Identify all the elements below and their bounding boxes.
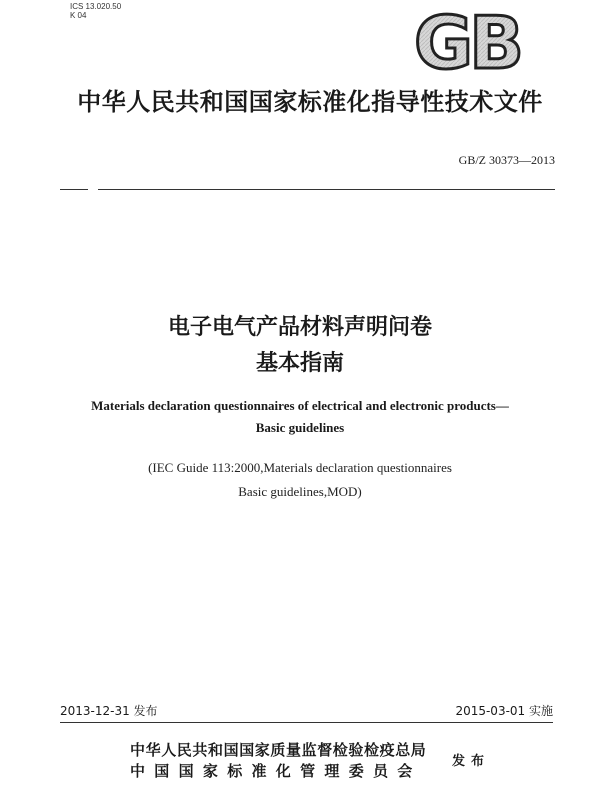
title-zh-line1: 电子电气产品材料声明问卷	[167, 315, 432, 340]
ccs-code: K 04	[70, 11, 87, 20]
issue-date: 2013-12-31 发布	[60, 704, 158, 718]
ics-code: ICS 13.020.50	[70, 2, 122, 11]
title-zh-line2: 基本指南	[255, 351, 344, 376]
gb-logo	[405, 10, 530, 75]
standard-number: GB/Z 30373—2013	[458, 153, 555, 167]
gb-logo-text: GB	[414, 10, 520, 75]
issuer-line2: 中国国家标准化管理委员会	[130, 762, 422, 780]
title-en-line2: Basic guidelines	[255, 420, 345, 435]
adoption-reference-line2: Basic guidelines,MOD)	[238, 484, 362, 499]
adoption-reference-line1: (IEC Guide 113:2000,Materials declaration questionnaires	[148, 460, 452, 475]
footer-divider	[60, 722, 553, 723]
document-type-heading: 中华人民共和国国家标准化指导性技术文件	[77, 88, 543, 116]
classification-codes	[70, 2, 121, 20]
title-en-line1: Materials declaration questionnaires of electrical and electronic products—	[91, 398, 509, 413]
issuer-line1: 中华人民共和国国家质量监督检验检疫总局	[130, 741, 427, 759]
implementation-date: 2015-03-01 实施	[455, 704, 553, 718]
header-divider	[60, 189, 555, 190]
header-divider-gap	[88, 186, 98, 192]
issue-action: 发布	[452, 754, 491, 769]
